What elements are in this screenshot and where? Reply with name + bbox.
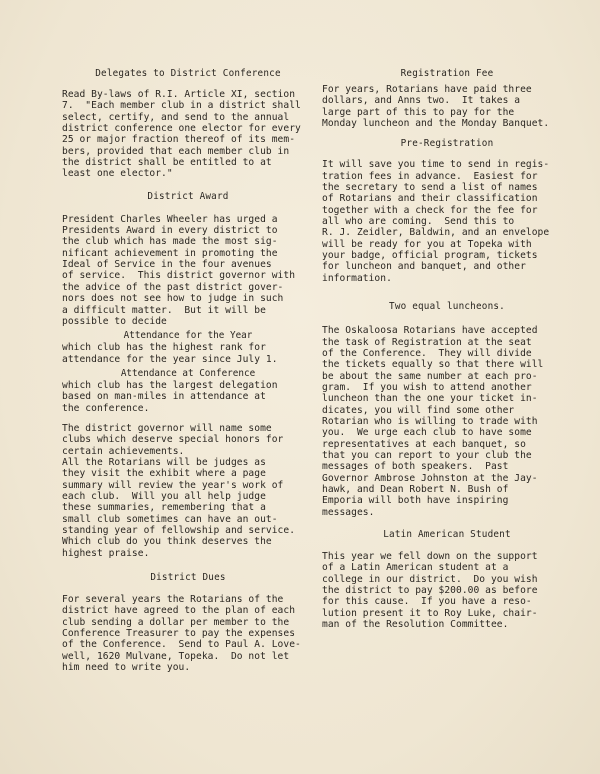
fee-section	[322, 67, 572, 129]
student-text: This year we fell down on the support of a Latin American student at a college in our district. Do you wish the district to pay $200.00 as before for this cause. If you have a reso- lution present it to Roy Luke, chair- man of the Resolution Committee.	[322, 551, 538, 631]
attendance-year-text: which club has the highest rank for attendance for the year since July 1.	[62, 342, 278, 365]
governor-text: The district governor will name some clubs which deserve special honors for certain achievements. All the Rotarians will be judges as they visit the exhibit where a page summary will review the year's work of each club. Will you all help judge these summaries, remembering that a small club sometimes can have an out- standing year of fellowship and service. Which club do you think deserves the highest praise.	[62, 422, 296, 559]
delegates-text: Read By-laws of R.I. Article XI, section 7. "Each member club in a district shall select, certify, and send to the annual district conference one elector for every 25 or major fraction thereof of its mem- bers, provided that each member club in the district shall be entitled to at least one elector."	[62, 89, 301, 180]
preregistration-heading: Pre-Registration	[400, 138, 494, 150]
student-heading: Latin American Student	[383, 529, 511, 540]
preregistration-text: It will save you time to send in regis- tration fees in advance. Easiest for the secretary to send a list of names of Rotarians and their classification together with a check for the fee for all who are coming. Send this to R. J. Zeidler, Baldwin, and an envelope will be ready for you at Topeka with your badge, official program, tickets for luncheon and banquet, and other information.	[322, 159, 550, 284]
attendance-year-heading: Attendance for the Year	[123, 330, 253, 342]
attendance-conference-text: which club has the largest delegation based on man-miles in attendance at the conference.	[62, 379, 278, 414]
award-text: President Charles Wheeler has urged a Presidents Award in every district to the club which has made the most sig- nificant achievement in promoting the Ideal of Service in the four avenues of service. This district governor with the advice of the past district gover- nors does not see how to judge in such a difficult matter. But it will be possible to decide	[62, 213, 296, 327]
dues-section	[62, 571, 314, 673]
fee-text: For years, Rotarians have paid three dollars, and Anns two. It takes a large part of this to pay for the Monday luncheon and the Monday Banquet.	[322, 84, 550, 130]
delegates-heading: Delegates to District Conference	[95, 68, 281, 79]
preregistration-section	[322, 137, 572, 284]
award-section	[62, 190, 314, 559]
luncheons-text: The Oskaloosa Rotarians have accepted the task of Registration at the seat of the Conference. They will divide the tickets equally so that there will be about the same number at each pro- gram. If you wish to attend another luncheon than the one your ticket in- dicates, you will find some other Rotarian who is willing to trade with you. We urge each club to have some representatives at each banquet, so that you can report to your club the messages of both speakers. Past Governor Ambrose Johnston at the Jay- hawk, and Dean Robert N. Bush of Emporia will both have inspiring messages.	[322, 325, 544, 518]
luncheons-heading: Two equal luncheons.	[389, 301, 505, 313]
left-column	[62, 60, 314, 673]
delegates-section	[62, 67, 314, 180]
dues-text: For several years the Rotarians of the district have agreed to the plan of each club sending a dollar per member to the Conference Treasurer to pay the expenses of the Conference. Send to Paul A. Love- well, 1620 Mulvane, Topeka. Do not let him need to write you.	[62, 594, 301, 674]
attendance-conference-heading: Attendance at Conference	[120, 367, 256, 379]
fee-heading: Registration Fee	[400, 68, 494, 79]
dues-heading: District Dues	[150, 572, 226, 584]
student-section	[322, 528, 572, 630]
award-heading: District Award	[147, 190, 229, 202]
right-column	[322, 60, 572, 630]
luncheons-section	[322, 300, 572, 518]
